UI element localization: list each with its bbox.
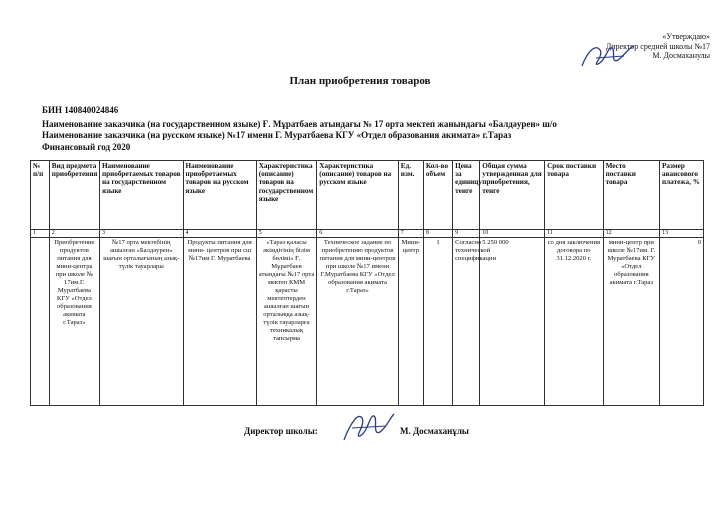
signature-top-icon [578,40,638,70]
fiscal-year-line: Финансовый год 2020 [42,141,131,152]
approval-line-2: Директор средней школы №17 [605,41,710,51]
column-number: 11 [545,230,604,238]
header-cell: Вид предмета приобретения [49,161,99,230]
header-cell: Характеристика (описание) товаров на русском языке [317,161,399,230]
customer-kz-line: Наименование заказчика (на государственном языке) Ғ. Мұратбаев атындағы № 17 орта мектеп жанындағы «Балдәурен» ш/о [42,118,557,129]
unit-price: Согласно технической спецификации [453,238,480,406]
unit: Мини-центр [398,238,423,406]
approval-line-1: «Утверждаю» [662,32,710,41]
column-number: 2 [49,230,99,238]
column-number: 6 [317,230,399,238]
column-number: 3 [99,230,183,238]
column-number: 7 [398,230,423,238]
customer-ru-line: Наименование заказчика (на русском языке) №17 имени Г. Муратбаева КГУ «Отдел образования акимата» г.Тараз [42,130,512,140]
approval-line-3: М. Досмаханулы [652,51,710,60]
column-number: 1 [31,230,50,238]
footer-label: Директор школы: [244,426,318,436]
item-description-ru: Техническое задание по приобретению продуктов питания для мини-центров при школе №17 имени Г.Муратбаева КГУ «Отдел образования акимата г.Тараз» [317,238,399,406]
column-number: 9 [453,230,480,238]
header-cell: № п/п [31,161,50,230]
table-header-row [31,161,704,230]
item-name-ru: Продукты питания для мини- центров при сш №17им Г. Муратбаева [183,238,256,406]
total-amount: 5 250 000 [480,238,545,406]
header-cell: Наименование приобретаемых товаров на русском языке [183,161,256,230]
column-number: 10 [480,230,545,238]
table-row [31,238,704,406]
column-number: 13 [660,230,704,238]
column-number: 12 [603,230,659,238]
item-description-kz: «Тараз қаласы әкімдігінің білім бөлімі» Ғ. Мұратбаев атындағы №17 орта мектеп КММ қарасты мектептерден ашылған шағын орталыққа азық-түлік тауарларға техникалық тапсырма [256,238,317,406]
procurement-table [30,160,704,406]
delivery-term: со дня заключения договора по 31.12.2020 г. [545,238,604,406]
document-info [42,105,557,153]
table-number-row [31,230,704,238]
delivery-place: мини-центр при школе №17им. Г. Муратбаева КГУ «Отдел образования акимата г.Тараз [603,238,659,406]
advance-payment: 0 [660,238,704,406]
header-cell: Размер авансового платежа, % [660,161,704,230]
row-number [31,238,50,406]
header-cell: Ед. изм. [398,161,423,230]
page-title: План приобретения товаров [289,75,431,87]
column-number: 5 [256,230,317,238]
quantity: 1 [423,238,452,406]
header-cell: Общая сумма утвержденная для приобретения, тенге [480,161,545,230]
header-cell: Наименование приобретаемых товаров на государственном языке [99,161,183,230]
column-number: 4 [183,230,256,238]
footer-name: М. Досмаханұлы [400,426,469,436]
signature-bottom-icon [338,406,398,446]
header-cell: Место поставки товара [603,161,659,230]
header-cell: Кол-во объем [423,161,452,230]
column-number: 8 [423,230,452,238]
bin-line: БИН 140840024846 [42,105,119,115]
item-name-kz: №17 орта мектебінің ашылған «Балдәурен» шағын орталығының азық-түлік тауарлары [99,238,183,406]
header-cell: Характеристика (описание) товаров на государственном языке [256,161,317,230]
item-type: Приобретение продуктов питания для мини-центра при школе № 17им.Г. Муратбаева КГУ «Отдел образования акимата г.Тараз» [49,238,99,406]
header-cell: Срок поставки товара [545,161,604,230]
header-cell: Цена за единицу тенге [453,161,480,230]
